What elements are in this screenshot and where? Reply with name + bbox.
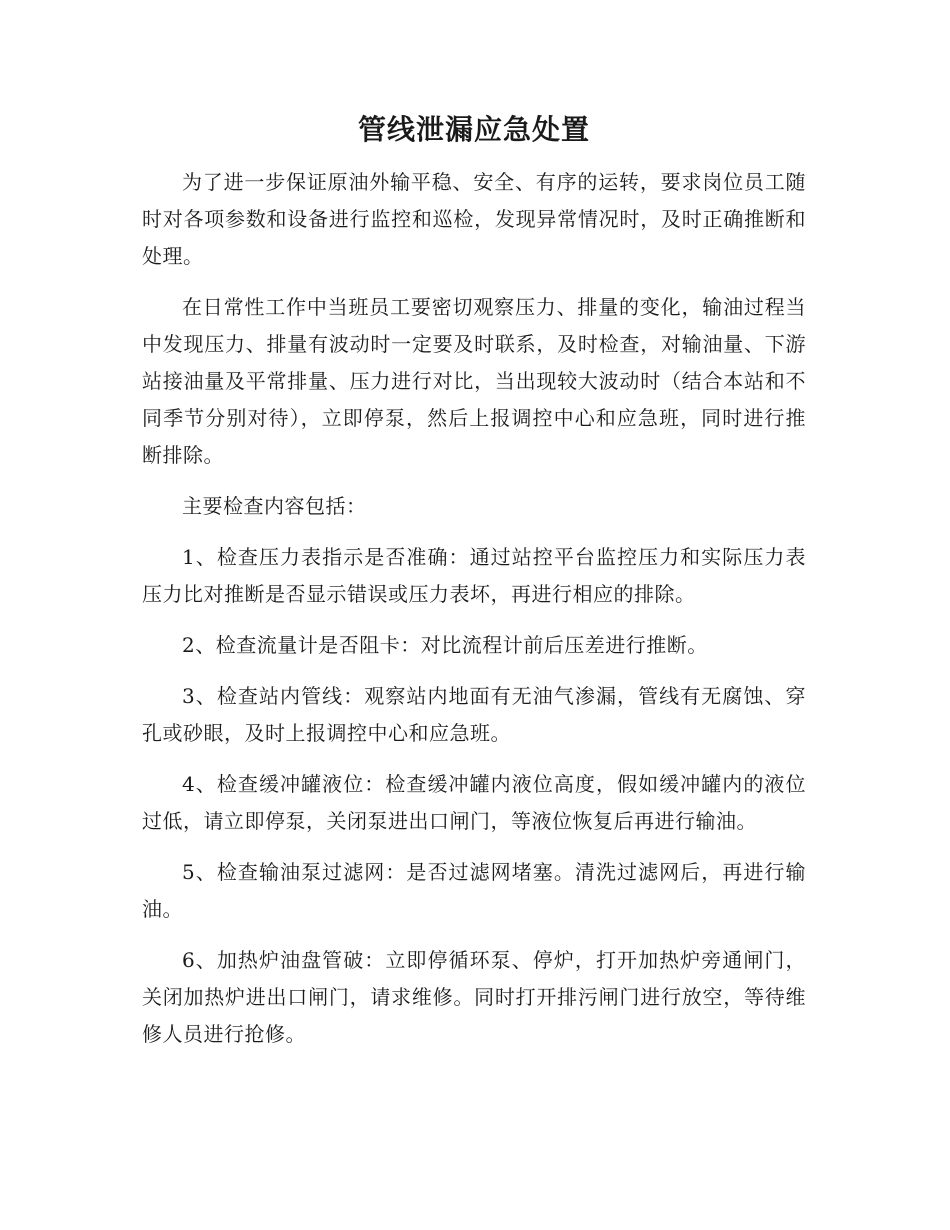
- document-title: 管线泄漏应急处置: [357, 113, 590, 146]
- paragraph-checklist-heading: 主要检查内容包括：: [182, 494, 367, 518]
- paragraph-item-4: 4、检查缓冲罐液位：检查缓冲罐内液位高度，假如缓冲罐内的液位过低，请立即停泵，关闭泵进出口闸门，等液位恢复后再进行输油。: [142, 772, 806, 833]
- paragraph-daily-monitoring: 在日常性工作中当班员工要密切观察压力、排量的变化，输油过程当中发现压力、排量有波动时一定要及时联系，及时检查，对输油量、下游站接油量及平常排量、压力进行对比，当出现较大波动时（结合本站和不同季节分别对待），立即停泵，然后上报调控中心和应急班，同时进行推断排除。: [142, 295, 806, 467]
- paragraph-item-6: 6、加热炉油盘管破：立即停循环泵、停炉，打开加热炉旁通闸门，关闭加热炉进出口闸门，请求维修。同时打开排污闸门进行放空，等待维修人员进行抢修。: [142, 948, 806, 1046]
- paragraph-intro: 为了进一步保证原油外输平稳、安全、有序的运转，要求岗位员工随时对各项参数和设备进行监控和巡检，发现异常情况时，及时正确推断和处理。: [142, 170, 806, 268]
- paragraph-item-3: 3、检查站内管线：观察站内地面有无油气渗漏，管线有无腐蚀、穿孔或砂眼，及时上报调控中心和应急班。: [142, 684, 806, 745]
- document-page: [142, 110, 806, 1067]
- paragraph-item-1: 1、检查压力表指示是否准确：通过站控平台监控压力和实际压力表压力比对推断是否显示错误或压力表坏，再进行相应的排除。: [142, 545, 806, 606]
- paragraph-item-2: 2、检查流量计是否阻卡：对比流程计前后压差进行推断。: [182, 633, 708, 657]
- paragraph-item-5: 5、检查输油泵过滤网：是否过滤网堵塞。清洗过滤网后，再进行输油。: [142, 860, 806, 921]
